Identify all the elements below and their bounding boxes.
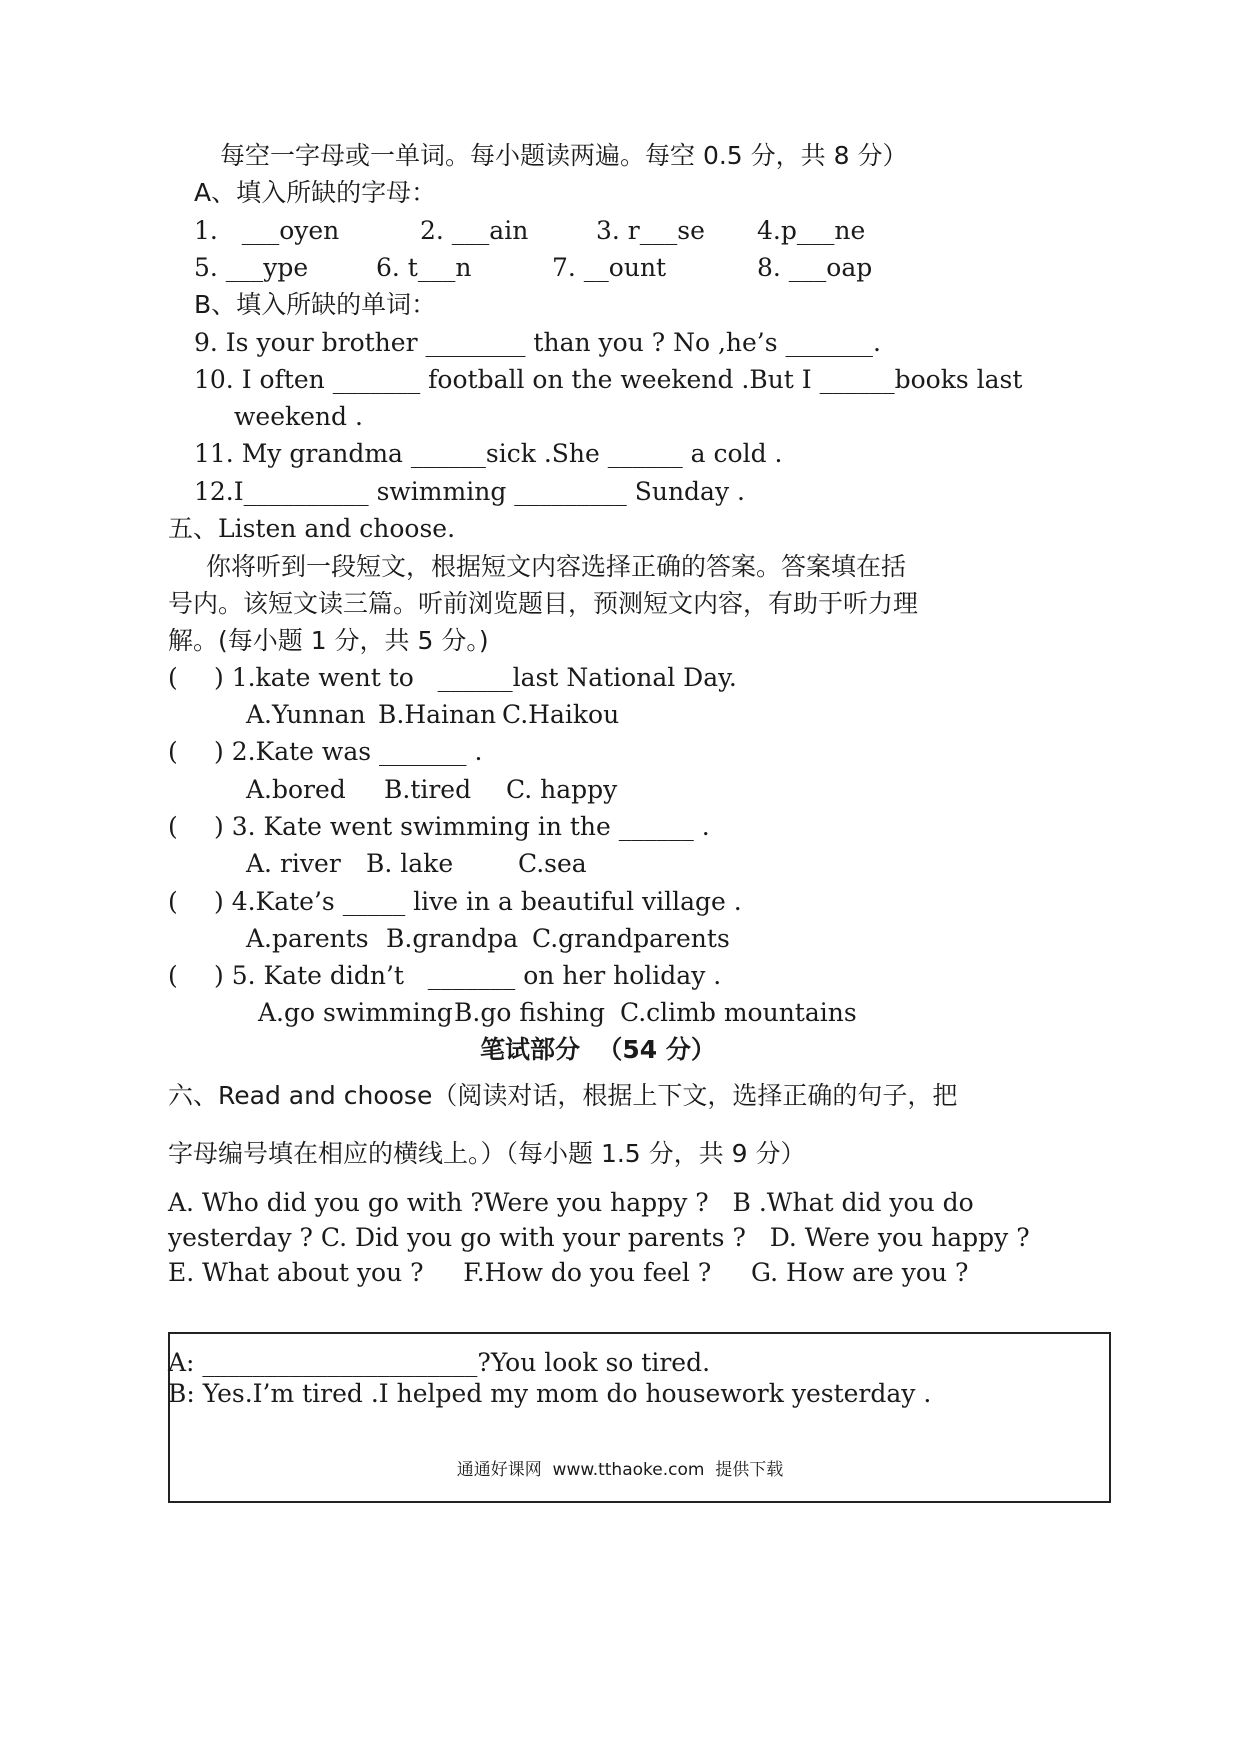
part-a-q7: 7. __ount (552, 253, 667, 282)
answer-paren: ( (168, 812, 178, 841)
option-c: C.climb mountains (620, 998, 857, 1027)
dialog-line-b: B: Yes.I’m tired .I helped my mom do housework yesterday . (168, 1379, 932, 1408)
options-line-3: E. What about you ? F.How do you feel ? G. How are you ? (168, 1258, 969, 1287)
part-b-q12: 12.I__________ swimming _________ Sunday . (194, 477, 745, 506)
option-c: C. happy (506, 775, 618, 804)
listen-instructions: 每空一字母或一单词。每小题读两遍。每空 0.5 分，共 8 分） (220, 141, 908, 170)
section5-title: 五、Listen and choose. (168, 514, 456, 543)
option-a: A.parents (246, 924, 369, 953)
footer-source: 通通好课网 www.tthaoke.com 提供下载 (456, 1460, 784, 1480)
option-b: B.Hainan (378, 700, 497, 729)
options-line-2: yesterday ? C. Did you go with your parents ? D. Were you happy ? (168, 1223, 1030, 1252)
part-b-q9: 9. Is your brother ________ than you ? No ,he’s _______. (194, 328, 881, 357)
option-a: A.bored (246, 775, 346, 804)
option-a: A.Yunnan (246, 700, 366, 729)
answer-paren: ( (168, 737, 178, 766)
option-c: C.sea (518, 849, 587, 878)
answer-paren: ( (168, 887, 178, 916)
part-a-q1: 1. ___oyen (194, 216, 340, 245)
written-part-title: 笔试部分 （54 分） (480, 1035, 716, 1064)
section5-instructions-2: 号内。该短文读三篇。听前浏览题目，预测短文内容，有助于听力理 (168, 589, 919, 618)
question-3: ) 3. Kate went swimming in the ______ . (214, 812, 710, 841)
section6-title-2: 字母编号填在相应的横线上。）（每小题 1.5 分，共 9 分） (168, 1139, 806, 1168)
part-a-q3: 3. r___se (596, 216, 705, 245)
question-4: ) 4.Kate’s _____ live in a beautiful village . (214, 887, 742, 916)
question-5: ) 5. Kate didn’t _______ on her holiday . (214, 961, 722, 990)
option-b: B.go fishing (454, 998, 606, 1027)
part-b-q10-line1: 10. I often _______ football on the weekend .But I ______books last (194, 365, 1023, 394)
part-a-q5: 5. ___ype (194, 253, 309, 282)
dialog-line-a: A: ______________________?You look so tired. (168, 1348, 711, 1377)
option-b: B. lake (366, 849, 454, 878)
part-a-title: A、填入所缺的字母： (194, 178, 437, 207)
answer-paren: ( (168, 961, 178, 990)
options-line-1: A. Who did you go with ?Were you happy ? B .What did you do (168, 1188, 974, 1217)
part-b-q11: 11. My grandma ______sick .She ______ a cold . (194, 439, 783, 468)
part-a-q2: 2. ___ain (420, 216, 529, 245)
option-c: C.grandparents (532, 924, 730, 953)
section5-instructions-3: 解。(每小题 1 分，共 5 分。) (168, 626, 489, 655)
answer-paren: ( (168, 663, 178, 692)
question-1: ) 1.kate went to ______last National Day. (214, 663, 737, 692)
section5-instructions-1: 你将听到一段短文，根据短文内容选择正确的答案。答案填在括 (206, 552, 907, 581)
part-a-q4: 4.p___ne (757, 216, 866, 245)
part-a-q8: 8. ___oap (757, 253, 873, 282)
option-b: B.grandpa (386, 924, 519, 953)
section6-title-1: 六、Read and choose（阅读对话，根据上下文，选择正确的句子，把 (168, 1081, 958, 1110)
part-b-title: B、填入所缺的单词： (194, 290, 437, 319)
part-b-q10-line2: weekend . (234, 402, 363, 431)
question-2: ) 2.Kate was _______ . (214, 737, 483, 766)
part-a-q6: 6. t___n (376, 253, 472, 282)
option-a: A. river (246, 849, 341, 878)
option-c: C.Haikou (502, 700, 620, 729)
option-b: B.tired (384, 775, 472, 804)
option-a: A.go swimming (258, 998, 453, 1027)
